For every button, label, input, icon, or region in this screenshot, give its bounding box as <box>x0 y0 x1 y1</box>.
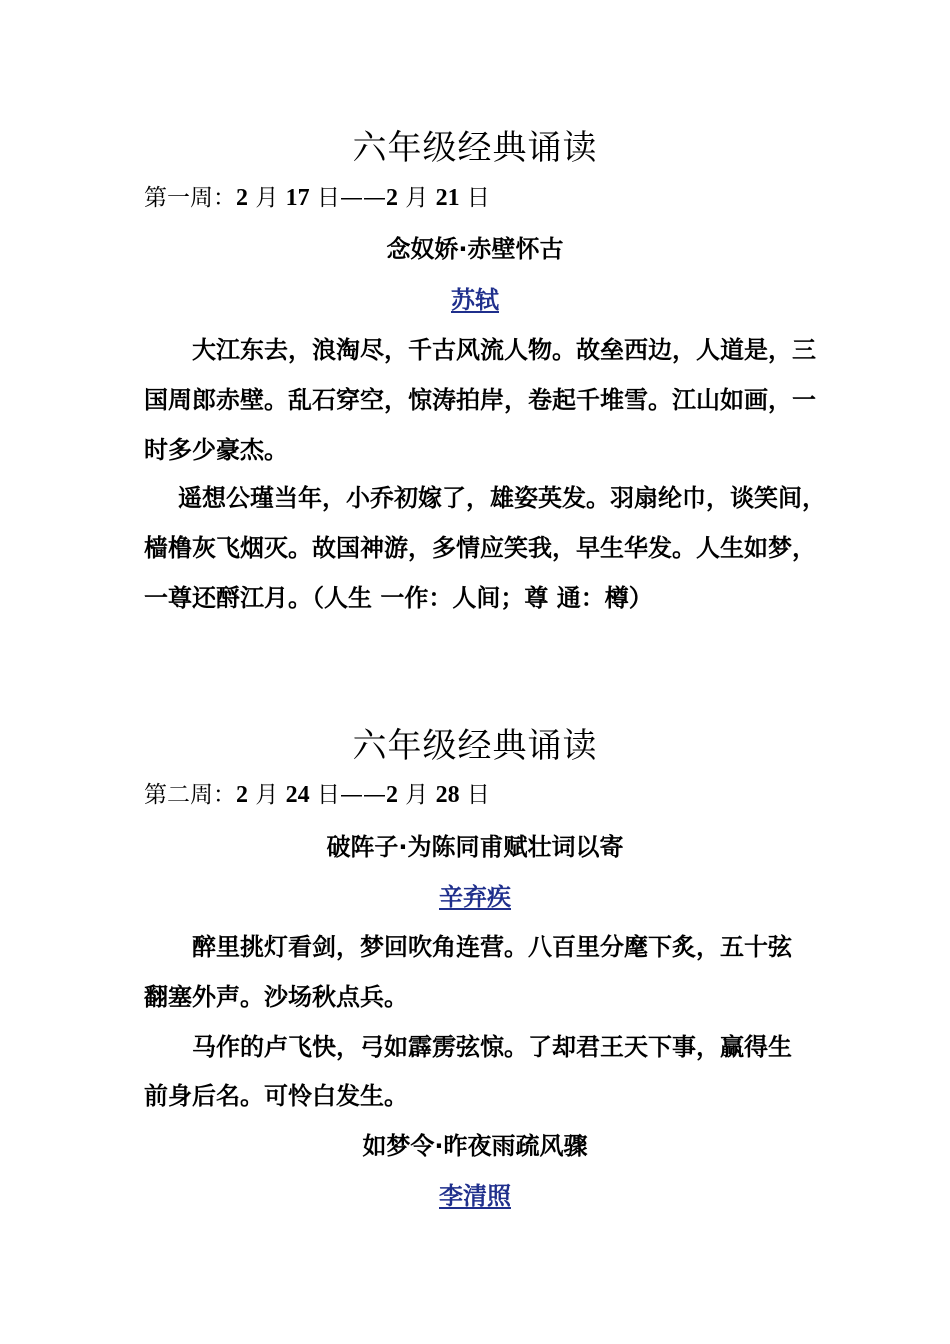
week-end-day: 21 <box>435 185 460 211</box>
section-heading: 六年级经典诵读 <box>352 128 598 168</box>
week-end-month: 2 <box>385 782 398 808</box>
week-start-month-unit: 月 <box>255 185 279 211</box>
author-link[interactable]: 辛弃疾 <box>439 883 511 911</box>
poem-author <box>0 1180 950 1212</box>
poem-line: 大江东去，浪淘尽，千古风流人物。故垒西边，人道是，三 <box>192 336 816 364</box>
poem-line: 翻塞外声。沙场秋点兵。 <box>144 983 408 1011</box>
week-start-month-unit: 月 <box>255 782 279 808</box>
author-link[interactable]: 苏轼 <box>451 286 499 314</box>
week-label: 第二周： <box>144 782 236 808</box>
poem-line: 醉里挑灯看剑，梦回吹角连营。八百里分麾下炙，五十弦 <box>192 933 792 961</box>
week-start-month: 2 <box>236 782 248 808</box>
week-end-month: 2 <box>385 185 398 211</box>
poem-author <box>0 881 950 913</box>
week-end-month-unit: 月 <box>405 185 429 211</box>
poem-line: 马作的卢飞快，弓如霹雳弦惊。了却君王天下事，赢得生 <box>192 1033 792 1061</box>
poem-line: 樯橹灰飞烟灭。故国神游，多情应笑我，早生华发。人生如梦， <box>144 534 816 562</box>
poem-line: 国周郎赤壁。乱石穿空，惊涛拍岸，卷起千堆雪。江山如画，一 <box>144 386 816 414</box>
poem-line: 前身后名。可怜白发生。 <box>144 1082 408 1110</box>
poem-author <box>0 284 950 316</box>
section-heading: 六年级经典诵读 <box>352 726 598 766</box>
week-range <box>144 183 490 213</box>
week-start-month: 2 <box>236 185 248 211</box>
week-label: 第一周： <box>144 185 236 211</box>
poem-title: 破阵子·为陈同甫赋壮词以寄 <box>326 833 624 861</box>
week-range <box>144 780 490 810</box>
week-end-day-unit: 日 <box>466 782 490 808</box>
author-link[interactable]: 李清照 <box>439 1182 511 1210</box>
poem-title: 念奴娇·赤壁怀古 <box>386 235 564 263</box>
week-end-day-unit: 日 <box>466 185 490 211</box>
week-start-day-unit: 日—— <box>316 782 386 808</box>
week-end-month-unit: 月 <box>405 782 429 808</box>
poem-line: 遥想公瑾当年，小乔初嫁了，雄姿英发。羽扇纶巾，谈笑间， <box>178 484 826 512</box>
poem-title: 如梦令·昨夜雨疏风骤 <box>362 1132 588 1160</box>
week-start-day: 17 <box>285 185 310 211</box>
poem-line: 时多少豪杰。 <box>144 436 288 464</box>
week-end-day: 28 <box>435 782 460 808</box>
week-start-day: 24 <box>285 782 310 808</box>
poem-line: 一尊还酹江月。（人生 一作：人间；尊 通：樽） <box>144 584 653 612</box>
week-start-day-unit: 日—— <box>316 185 386 211</box>
